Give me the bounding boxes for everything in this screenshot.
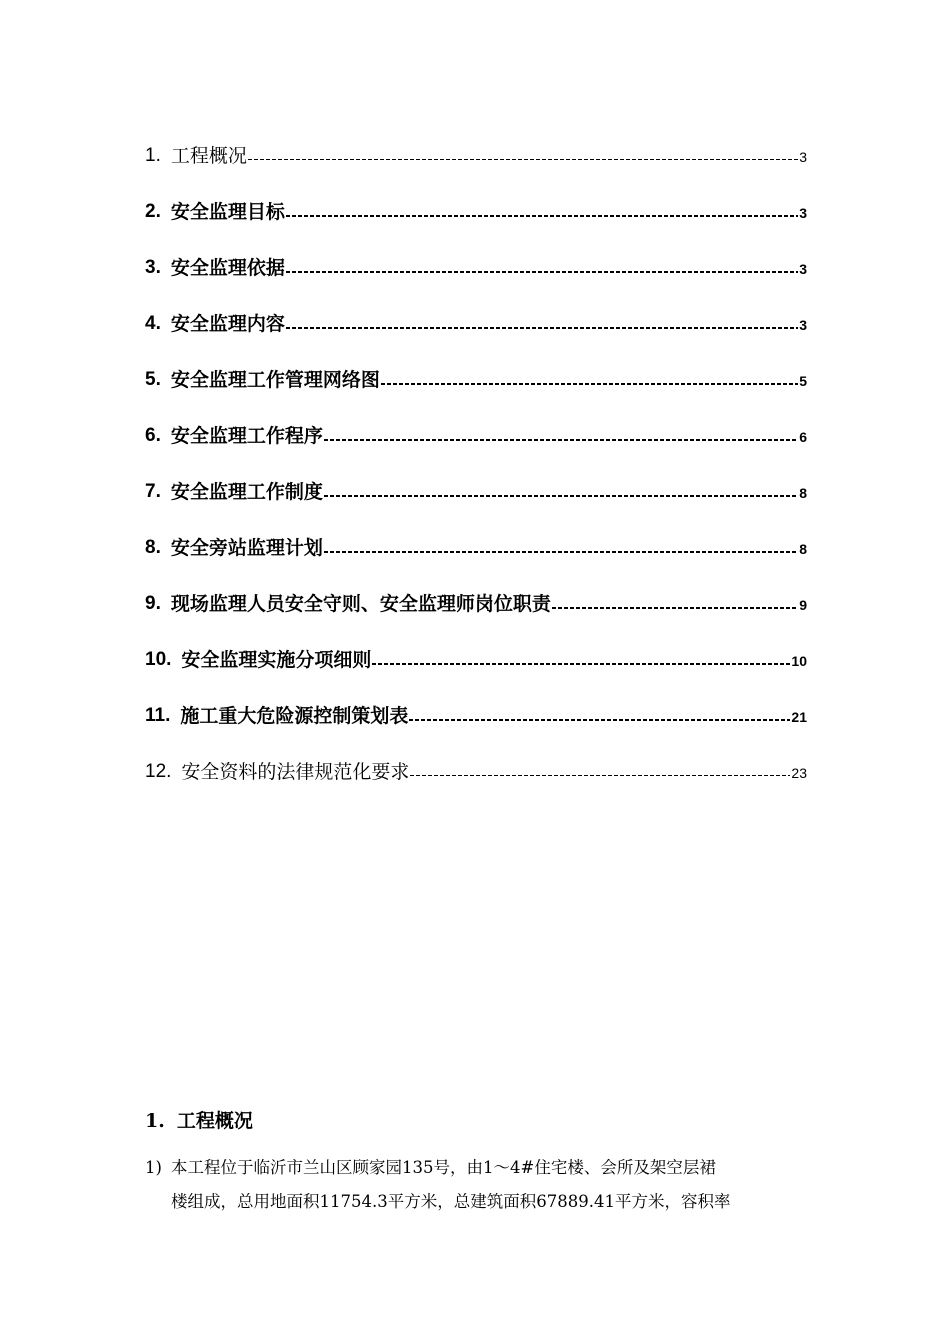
toc-entry[interactable] xyxy=(145,728,807,784)
toc-entry-number: 12. xyxy=(145,761,172,782)
paragraph-line: 本工程位于临沂市兰山区顾家园135号，由1～4#住宅楼、会所及架空层裙 xyxy=(171,1158,716,1177)
toc-entry[interactable] xyxy=(145,336,807,392)
toc-entry-page: 8 xyxy=(799,485,807,501)
toc-entry-number: 9. xyxy=(145,593,161,614)
toc-entry[interactable] xyxy=(145,504,807,560)
toc-leader-dashes xyxy=(552,603,798,609)
toc-entry-number: 4. xyxy=(145,313,161,334)
toc-entry-title: 工程概况 xyxy=(170,145,247,167)
toc-entry-title: 安全旁站监理计划 xyxy=(170,537,323,559)
toc-leader-dashes xyxy=(286,211,798,217)
toc-entry-title: 施工重大危险源控制策划表 xyxy=(180,705,409,727)
toc-entry-title: 安全监理依据 xyxy=(170,257,285,279)
table-of-contents xyxy=(145,112,807,784)
toc-entry-title: 安全监理工作制度 xyxy=(170,481,323,503)
toc-leader-dashes xyxy=(372,659,790,665)
paragraph-text xyxy=(171,1151,807,1219)
toc-entry-number: 10. xyxy=(145,649,172,670)
list-item xyxy=(145,1151,807,1219)
section-title: 工程概况 xyxy=(176,1110,253,1132)
toc-leader-dashes xyxy=(324,547,798,553)
toc-entry-page: 23 xyxy=(791,765,807,781)
toc-entry-number: 8. xyxy=(145,537,161,558)
toc-entry-number: 6. xyxy=(145,425,161,446)
toc-entry[interactable] xyxy=(145,280,807,336)
toc-leader-dashes xyxy=(286,323,798,329)
toc-leader-dashes xyxy=(248,155,798,161)
toc-entry-number: 1. xyxy=(145,145,161,166)
toc-leader-dashes xyxy=(381,379,798,385)
toc-entry[interactable] xyxy=(145,112,807,168)
toc-entry[interactable] xyxy=(145,168,807,224)
toc-entry-number: 11. xyxy=(145,705,171,726)
section-number: 1. xyxy=(145,1110,165,1132)
toc-entry-page: 3 xyxy=(799,149,807,165)
toc-entry-page: 3 xyxy=(799,317,807,333)
toc-entry-number: 3. xyxy=(145,257,161,278)
toc-entry-page: 21 xyxy=(791,709,807,725)
toc-entry-title: 安全资料的法律规范化要求 xyxy=(181,761,410,783)
toc-entry-page: 3 xyxy=(799,261,807,277)
toc-entry[interactable] xyxy=(145,448,807,504)
toc-entry[interactable] xyxy=(145,616,807,672)
toc-entry-number: 2. xyxy=(145,201,161,222)
toc-entry-number: 7. xyxy=(145,481,161,502)
section-heading xyxy=(145,1105,807,1137)
toc-entry[interactable] xyxy=(145,224,807,280)
toc-entry-page: 6 xyxy=(799,429,807,445)
section-project-overview xyxy=(145,1105,807,1219)
toc-leader-dashes xyxy=(286,267,798,273)
toc-entry-page: 3 xyxy=(799,205,807,221)
toc-entry-title: 安全监理目标 xyxy=(170,201,285,223)
toc-entry-page: 5 xyxy=(799,373,807,389)
toc-entry-title: 现场监理人员安全守则、安全监理师岗位职责 xyxy=(170,593,551,615)
list-marker: 1) xyxy=(145,1158,162,1177)
toc-leader-dashes xyxy=(324,435,798,441)
toc-leader-dashes xyxy=(324,491,798,497)
toc-entry[interactable] xyxy=(145,672,807,728)
toc-entry[interactable] xyxy=(145,560,807,616)
toc-leader-dashes xyxy=(409,715,790,721)
toc-entry[interactable] xyxy=(145,392,807,448)
toc-entry-title: 安全监理内容 xyxy=(170,313,285,335)
toc-entry-title: 安全监理工作程序 xyxy=(170,425,323,447)
toc-entry-number: 5. xyxy=(145,369,161,390)
toc-leader-dashes xyxy=(410,771,790,777)
toc-entry-title: 安全监理实施分项细则 xyxy=(181,649,372,671)
toc-entry-page: 9 xyxy=(799,597,807,613)
toc-entry-page: 8 xyxy=(799,541,807,557)
toc-entry-title: 安全监理工作管理网络图 xyxy=(170,369,380,391)
paragraph-line: 楼组成，总用地面积11754.3平方米，总建筑面积67889.41平方米，容积率 xyxy=(171,1192,731,1211)
toc-entry-page: 10 xyxy=(791,653,807,669)
